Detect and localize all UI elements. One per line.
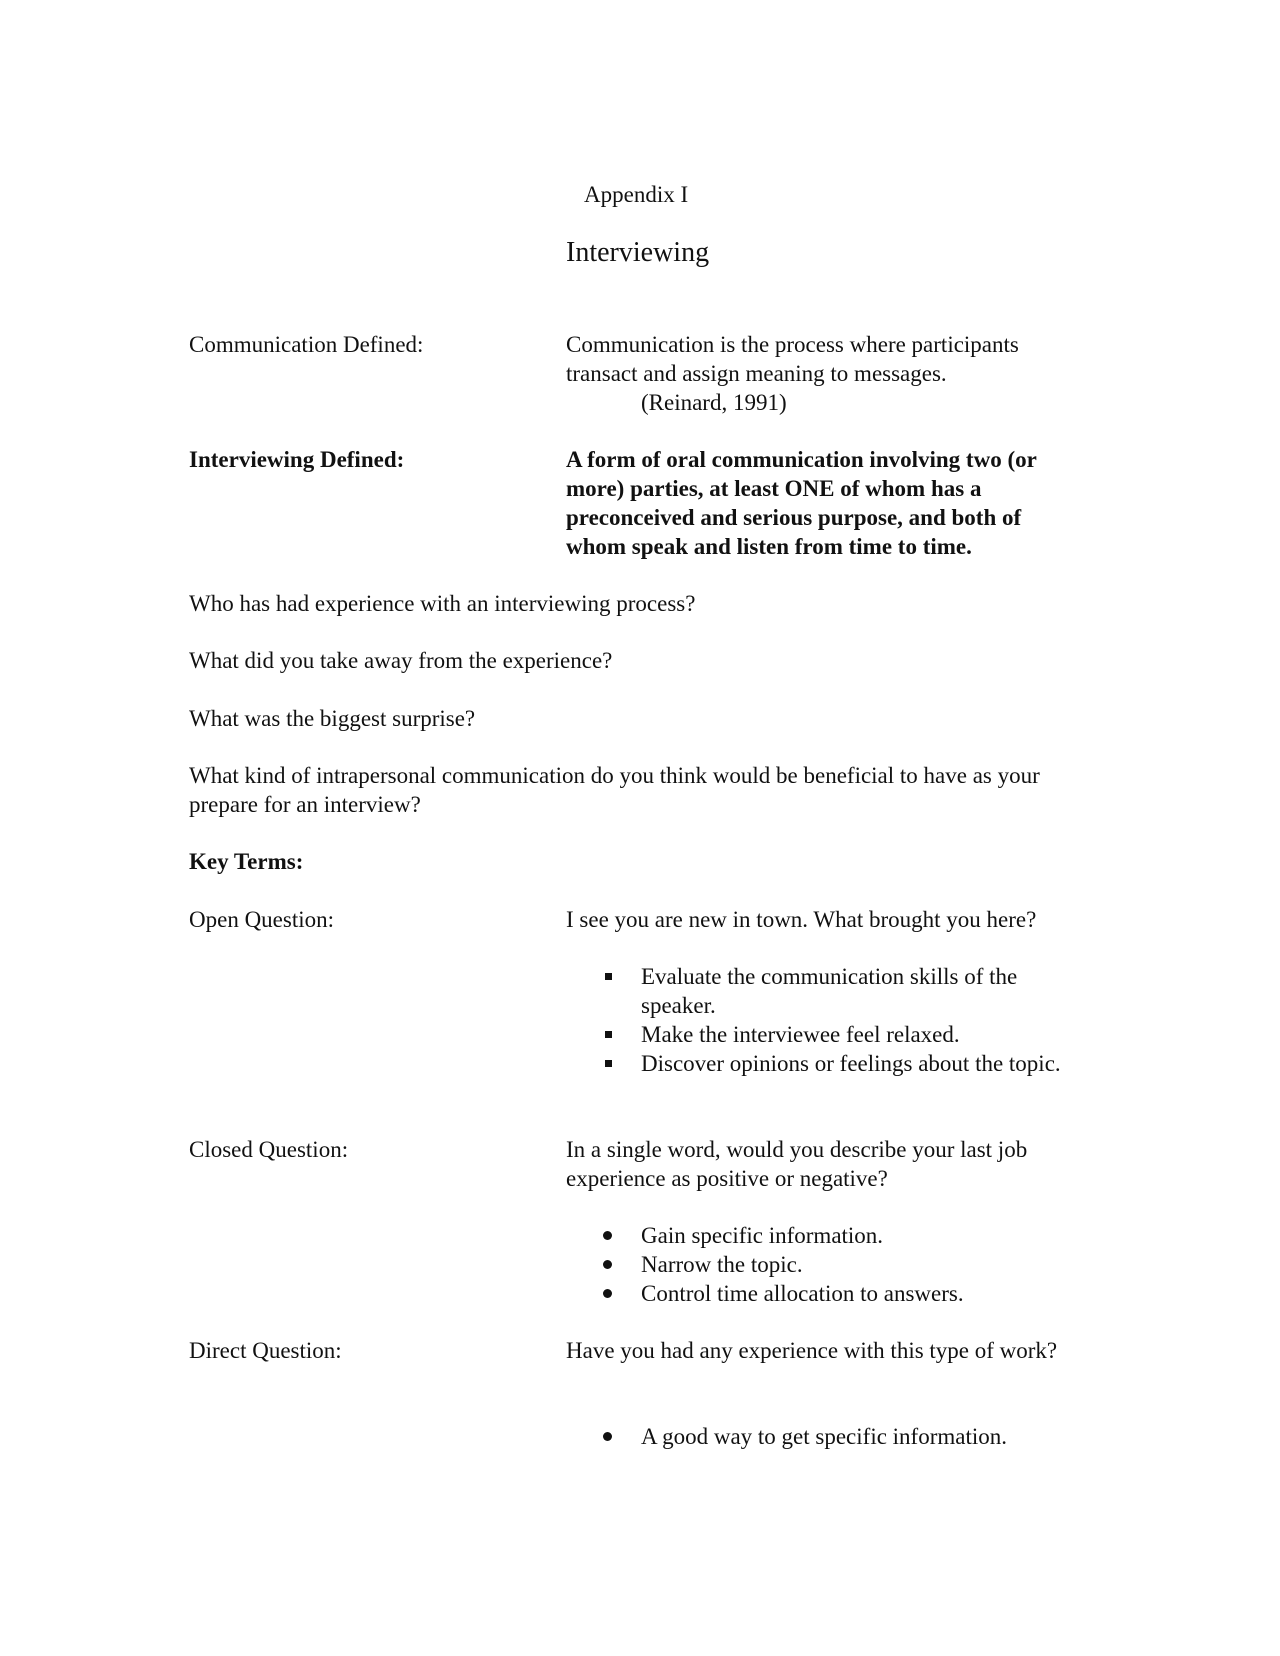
key-terms-heading: Key Terms:: [189, 849, 304, 874]
communication-definition: [566, 330, 1086, 417]
communication-citation: (Reinard, 1991): [641, 390, 787, 415]
interviewing-definition: A form of oral communication involving two (or more) parties, at least ONE of whom has a preconceived and serious purpose, and both of whom speak and listen from time to time.: [566, 447, 1037, 559]
closed-question-term: Closed Question:: [189, 1137, 349, 1162]
question-2: What did you take away from the experience?: [189, 648, 613, 673]
list-item: Evaluate the communication skills of the speaker.: [566, 962, 1086, 1020]
open-question-term: Open Question:: [189, 907, 335, 932]
communication-definition-text: Communication is the process where participants transact and assign meaning to messages.: [566, 332, 1019, 386]
question-4: What kind of intrapersonal communication do you think would be beneficial to have as your prepare for an interview?: [189, 763, 1040, 817]
interviewing-term: Interviewing Defined:: [189, 447, 405, 472]
direct-question-term: Direct Question:: [189, 1338, 342, 1363]
question-3: What was the biggest surprise?: [189, 706, 476, 731]
list-item: Control time allocation to answers.: [566, 1279, 1086, 1308]
direct-question-bullets: [566, 1422, 1086, 1451]
list-item: Discover opinions or feelings about the topic.: [566, 1049, 1086, 1078]
question-1: Who has had experience with an interviewing process?: [189, 591, 696, 616]
open-question-example: I see you are new in town. What brought you here?: [566, 907, 1037, 932]
direct-question-example: Have you had any experience with this type of work?: [566, 1338, 1058, 1363]
open-question-bullets: [566, 962, 1086, 1078]
list-item: Narrow the topic.: [566, 1250, 1086, 1279]
appendix-label: Appendix I: [584, 182, 689, 207]
communication-term: Communication Defined:: [189, 332, 424, 357]
page-title: Interviewing: [566, 237, 710, 268]
list-item: Make the interviewee feel relaxed.: [566, 1020, 1086, 1049]
closed-question-bullets: [566, 1221, 1086, 1308]
list-item: A good way to get specific information.: [566, 1422, 1086, 1451]
closed-question-example: In a single word, would you describe your last job experience as positive or negative?: [566, 1137, 1028, 1191]
list-item: Gain specific information.: [566, 1221, 1086, 1250]
